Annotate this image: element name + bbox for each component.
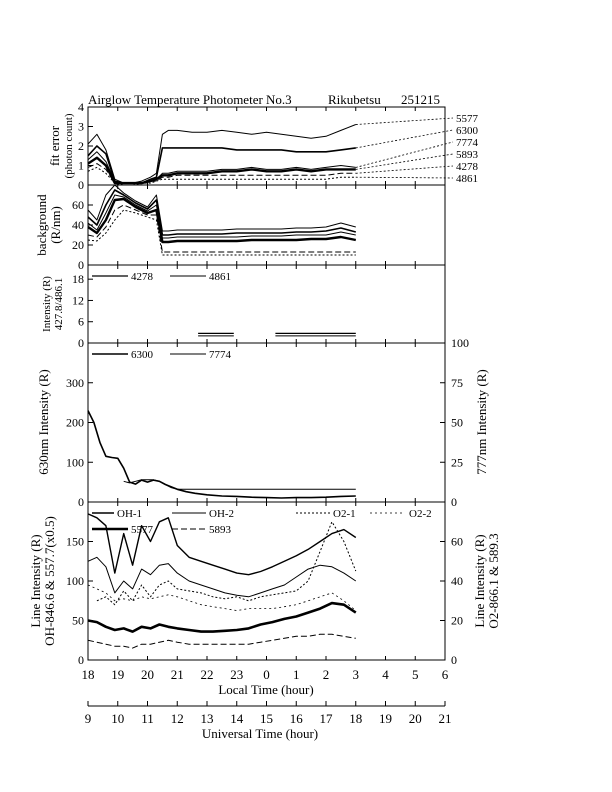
y-tick-label-panel-2: 12 (72, 293, 84, 308)
y-tick-label-panel-1: 60 (72, 198, 84, 212)
ut-tick-label: 17 (319, 711, 333, 726)
figure-title: Airglow Temperature Photometer No.3 (88, 92, 292, 107)
red-oxygen-legend (92, 349, 232, 361)
y-right-tick-label-panel-3: 75 (451, 375, 463, 390)
legend-label-oh2: OH-2 (209, 508, 235, 520)
y-right-tick-label-panel-4: 40 (451, 574, 463, 588)
y-tick-label-panel-2: 0 (78, 336, 84, 350)
series-4278-line (88, 205, 356, 252)
legend-label-5893: 5893 (209, 524, 231, 536)
y-tick-label-panel-0: 1 (78, 158, 84, 173)
y-right-tick-label-panel-4: 60 (451, 534, 463, 549)
panel-red-oxygen-frame (88, 343, 445, 502)
ut-tick-label: 19 (379, 711, 392, 726)
leader-6300 (356, 130, 453, 148)
ut-tick-label: 18 (349, 711, 363, 726)
blue-lines-ylabel: Intensity (R) (41, 276, 53, 332)
ut-tick-label: 12 (170, 711, 184, 726)
right-legend-5893: 5893 (456, 149, 478, 161)
series-5893-line (88, 634, 356, 648)
legend-label-4278: 4278 (131, 271, 153, 283)
local-time-tick-label: 3 (352, 667, 359, 682)
blue-lines-legend (92, 271, 231, 283)
series-7774-line (124, 480, 356, 490)
local-time-tick-label: 1 (293, 667, 300, 682)
local-time-tick-label: 19 (111, 667, 125, 682)
legend-label-o21: O2-1 (333, 508, 356, 520)
series-5577-line (88, 185, 356, 231)
line-intensity-ylabel: Line Intensity (R) (28, 534, 43, 628)
background-ylabel2: (R/nm) (48, 206, 63, 244)
ut-tick-label: 14 (230, 711, 244, 726)
y-tick-label-panel-3: 200 (66, 415, 84, 430)
leader-5577 (356, 118, 453, 125)
ut-tick-label: 13 (200, 711, 214, 726)
y-right-tick-label-panel-3: 0 (451, 495, 457, 509)
ut-tick-label: 20 (408, 711, 422, 726)
ut-tick-label: 15 (260, 711, 273, 726)
y-right-tick-label-panel-4: 0 (451, 653, 457, 667)
leader-4278 (356, 166, 453, 173)
ut-label: Universal Time (hour) (201, 726, 319, 741)
y-tick-label-panel-3: 100 (66, 455, 84, 470)
leader-7774 (356, 142, 453, 167)
series-5577-line (88, 603, 356, 632)
right-legend (456, 113, 479, 185)
y-tick-label-panel-3: 0 (78, 495, 84, 509)
y-tick-label-panel-4: 100 (66, 574, 84, 588)
line-intensity-ylabel-right2: O2-866.1 & 589.3 (486, 533, 501, 629)
leader-5893 (356, 154, 453, 169)
series-6300-line (88, 146, 356, 183)
fit-error-ylabel2: (photon count) (63, 113, 75, 179)
y-right-tick-label-panel-4: 20 (451, 613, 463, 628)
local-time-tick-label: 20 (141, 667, 154, 682)
series-5893-line (88, 199, 356, 242)
local-time-tick-label: 5 (412, 667, 419, 682)
y-tick-label-panel-2: 18 (72, 272, 84, 287)
legend-label-7774: 7774 (209, 349, 231, 361)
panel-fit-error-frame (88, 107, 445, 185)
legend-label-oh1: OH-1 (117, 508, 143, 520)
leader-4861 (356, 177, 453, 178)
background-ylabel: background (34, 194, 49, 256)
local-time-tick-label: 4 (382, 667, 389, 682)
local-time-tick-label: 18 (81, 667, 95, 682)
right-legend-4278: 4278 (456, 161, 478, 173)
y-tick-label-panel-4: 150 (66, 534, 84, 549)
legend-label-6300: 6300 (131, 349, 153, 361)
chart-layer (66, 100, 469, 726)
red-oxygen-ylabel-right: 777nm Intensity (R) (474, 369, 489, 475)
series-6300-line (88, 411, 356, 498)
ut-tick-label: 11 (141, 711, 154, 726)
local-time-tick-label: 23 (230, 667, 244, 682)
series-4861-line (88, 210, 356, 255)
local-time-label: Local Time (hour) (218, 682, 314, 697)
right-legend-5577: 5577 (456, 113, 478, 125)
series-6300-line (88, 190, 356, 235)
station-name: Rikubetsu (328, 92, 381, 107)
ut-tick-label: 9 (84, 711, 92, 726)
y-tick-label-panel-0: 2 (78, 139, 84, 153)
y-tick-label-panel-0: 0 (78, 178, 84, 192)
right-legend-4861: 4861 (456, 173, 478, 185)
y-tick-label-panel-2: 6 (78, 314, 84, 329)
local-time-tick-label: 21 (170, 667, 184, 682)
blue-lines-ylabel2: 427.8/486.1 (53, 277, 65, 331)
red-oxygen-ylabel: 630nm Intensity (R) (36, 369, 51, 475)
local-time-tick-label: 22 (200, 667, 214, 682)
panel-background-frame (88, 185, 445, 265)
y-tick-label-panel-0: 3 (78, 119, 84, 134)
y-right-tick-label-panel-3: 100 (451, 336, 469, 350)
y-tick-label-panel-3: 300 (66, 375, 84, 390)
local-time-tick-label: 2 (322, 667, 330, 682)
date-label: 251215 (401, 92, 440, 107)
y-tick-label-panel-0: 4 (78, 100, 84, 114)
line-intensity-ylabel-right: Line Intensity (R) (472, 534, 487, 628)
fit-error-ylabel: fit error (47, 125, 62, 167)
legend-label-4861: 4861 (209, 271, 231, 283)
y-tick-label-panel-1: 40 (72, 218, 84, 232)
series-5577-line (88, 125, 356, 184)
y-tick-label-panel-4: 0 (78, 653, 84, 667)
series-7774-line (88, 152, 356, 183)
local-time-tick-label: 6 (441, 667, 449, 682)
y-tick-label-panel-1: 0 (78, 258, 84, 272)
y-tick-label-panel-4: 50 (72, 613, 84, 628)
y-tick-label-panel-1: 20 (72, 238, 84, 252)
line-intensity-legend (92, 508, 432, 536)
series-o2-2-line (88, 585, 356, 611)
y-right-tick-label-panel-3: 25 (451, 455, 463, 470)
ut-tick-label: 21 (438, 711, 452, 726)
line-intensity-ylabel2: OH-846.6 & 557.7(x0.5) (42, 516, 57, 646)
y-right-tick-label-panel-3: 50 (451, 415, 463, 430)
legend-label-5577: 5577 (131, 524, 153, 536)
local-time-tick-label: 0 (263, 667, 270, 682)
ut-tick-label: 16 (289, 711, 303, 726)
ut-tick-label: 10 (111, 711, 125, 726)
series-4278-line (88, 164, 356, 184)
right-legend-6300: 6300 (456, 125, 478, 137)
legend-label-o22: O2-2 (409, 508, 432, 520)
right-legend-7774: 7774 (456, 137, 478, 149)
